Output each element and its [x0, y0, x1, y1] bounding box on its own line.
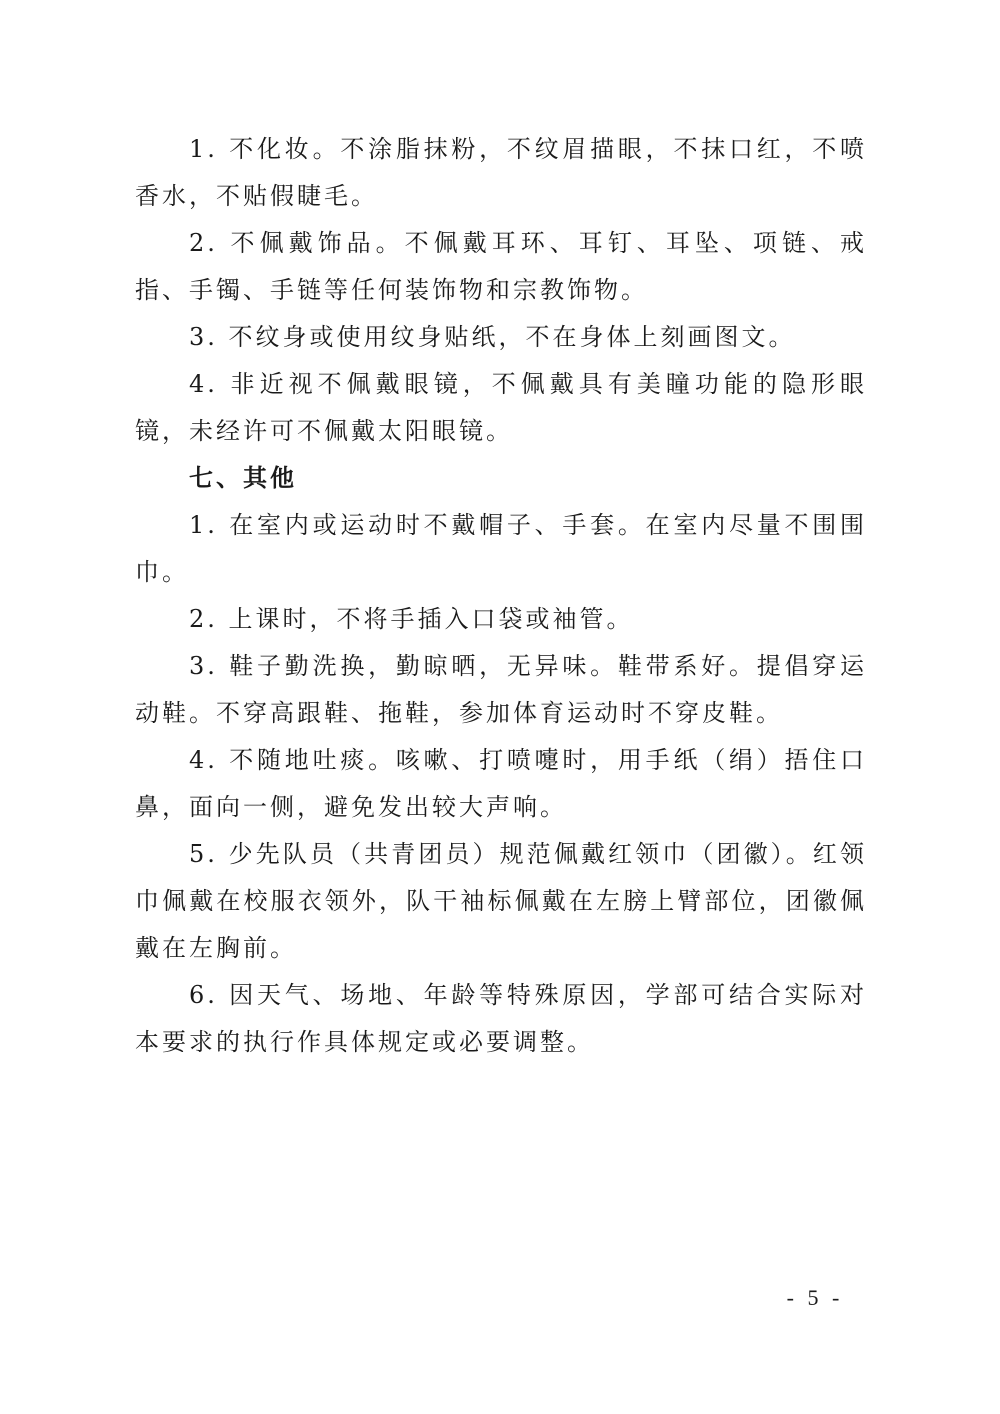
paragraph-other-4-spitting: 4. 不随地吐痰。咳嗽、打喷嚏时，用手纸（绢）捂住口鼻，面向一侧，避免发出较大声响。: [135, 746, 867, 821]
paragraph-other-3-shoes: 3. 鞋子勤洗换，勤晾晒，无异味。鞋带系好。提倡穿运动鞋。不穿高跟鞋、拖鞋，参加体育运动时不穿皮鞋。: [135, 652, 867, 727]
section-heading-other: 七、其他: [189, 464, 297, 492]
page-number: - 5 -: [786, 1285, 844, 1310]
paragraph-item-2-accessories: 2. 不佩戴饰品。不佩戴耳环、耳钉、耳坠、项链、戒指、手镯、手链等任何装饰物和宗教饰物。: [135, 229, 867, 304]
paragraph-item-3-tattoo: 3. 不纹身或使用纹身贴纸，不在身体上刻画图文。: [189, 323, 796, 351]
paragraph-other-6-adjustment: 6. 因天气、场地、年龄等特殊原因，学部可结合实际对本要求的执行作具体规定或必要调整。: [135, 981, 867, 1056]
paragraph-other-1-hats: 1. 在室内或运动时不戴帽子、手套。在室内尽量不围围巾。: [135, 511, 867, 586]
paragraph-item-1-makeup: 1. 不化妆。不涂脂抹粉，不纹眉描眼，不抹口红，不喷香水，不贴假睫毛。: [135, 135, 867, 210]
paragraph-other-5-scarf-badge: 5. 少先队员（共青团员）规范佩戴红领巾（团徽）。红领巾佩戴在校服衣领外，队干袖标佩戴在左膀上臂部位，团徽佩戴在左胸前。: [135, 840, 867, 962]
document-body: [135, 126, 867, 1066]
paragraph-other-2-pockets: 2. 上课时，不将手插入口袋或袖管。: [189, 605, 634, 633]
paragraph-item-4-glasses: 4. 非近视不佩戴眼镜，不佩戴具有美瞳功能的隐形眼镜，未经许可不佩戴太阳眼镜。: [135, 370, 867, 445]
